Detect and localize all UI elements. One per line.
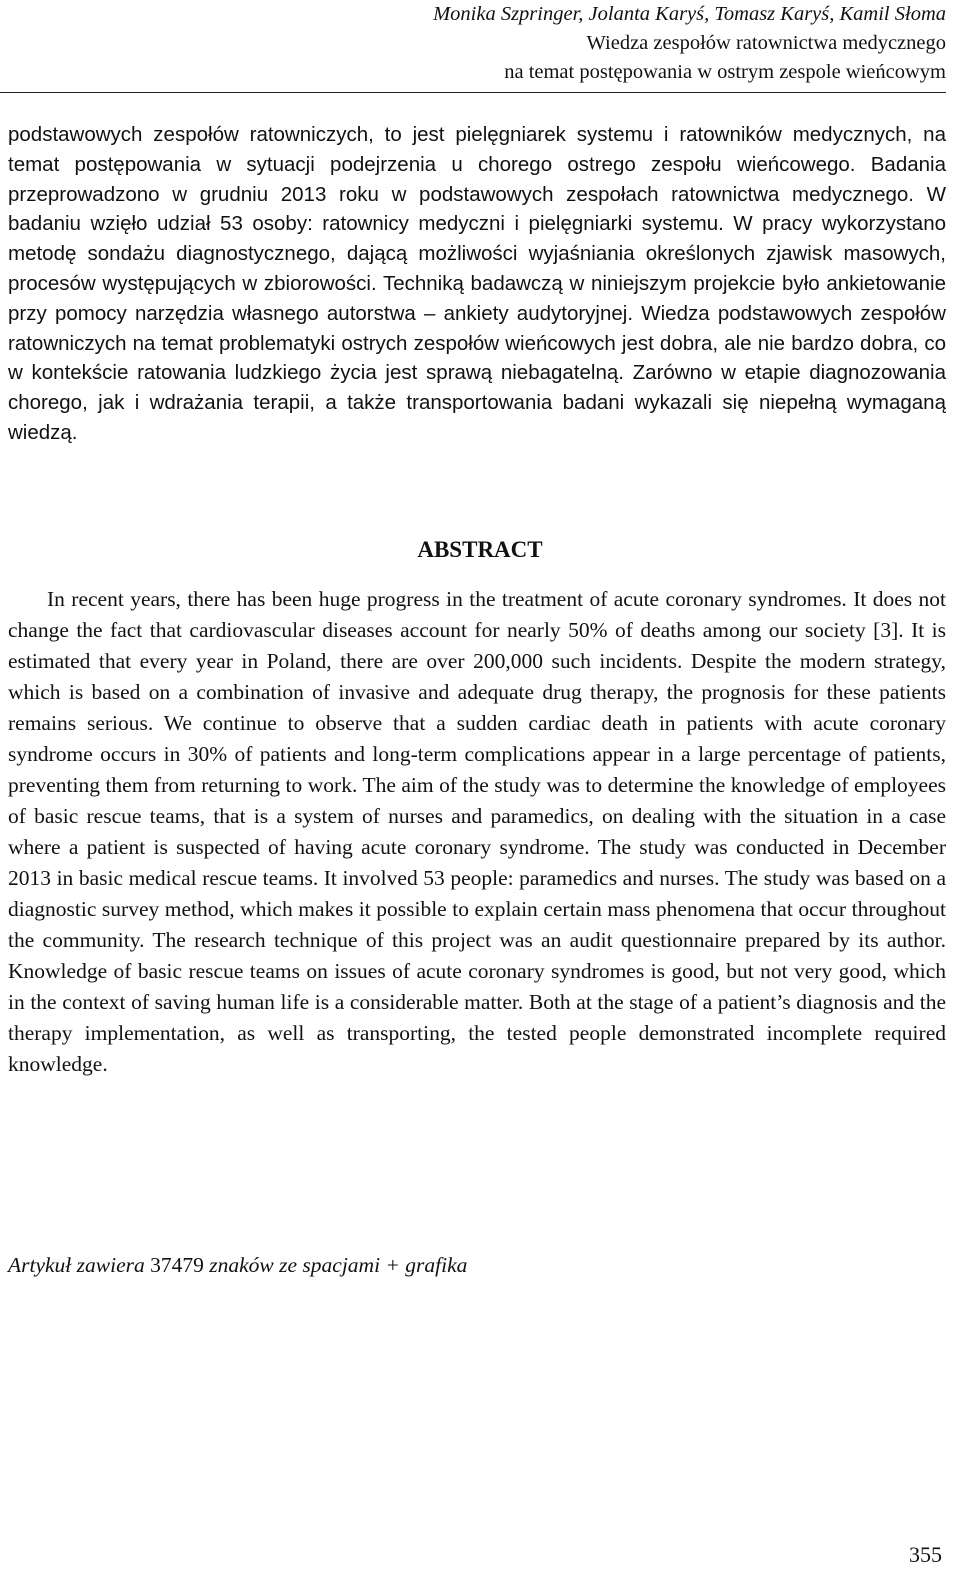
abstract-body [8, 584, 946, 1080]
abstract-heading: ABSTRACT [417, 537, 543, 562]
note-suffix: znaków ze spacjami + grafika [209, 1253, 468, 1277]
abstract-text: In recent years, there has been huge progress in the treatment of acute coronary syndromes. It does not change the fact that cardiovascular diseases account for nearly 50% of deaths among our society [3]. It is estimated that every year in Poland, there are over 200,000 such incidents. Despite the modern strategy, which is based on a combination of invasive and adequate drug therapy, the prognosis for these patients remains serious. We continue to observe that a sudden cardiac death in patients with acute coronary syndrome occurs in 30% of patients and long-term complications appear in a large percentage of patients, preventing them from returning to work. The aim of the study was to determine the knowledge of employees of basic rescue teams, that is a system of nurses and paramedics, on dealing with the situation in a case where a patient is suspected of having acute coronary syndrome. The study was conducted in December 2013 in basic medical rescue teams. It involved 53 people: paramedics and nurses. The study was based on a diagnostic survey method, which makes it possible to explain certain mass phenomena that occur throughout the community. The research technique of this project was an audit questionnaire prepared by its author. Knowledge of basic rescue teams on issues of acute coronary syndromes is good, but not very good, which in the context of saving human life is a considerable matter. Both at the stage of a patient’s diagnosis and the therapy implementation, as well as transporting, the tested people demonstrated incomplete required knowledge. [8, 587, 946, 1076]
article-length-note [8, 1250, 467, 1281]
page-number: 355 [909, 1542, 942, 1567]
header-title-line2: na temat postępowania w ostrym zespole wieńcowym [504, 61, 946, 83]
running-header [0, 0, 946, 87]
note-prefix: Artykuł zawiera [8, 1253, 145, 1277]
header-divider [0, 92, 946, 93]
note-count: 37479 [150, 1253, 204, 1277]
header-authors: Monika Szpringer, Jolanta Karyś, Tomasz Karyś, Kamil Słoma [433, 3, 946, 25]
header-title-line1: Wiedza zespołów ratownictwa medycznego [586, 32, 946, 54]
polish-summary-text: podstawowych zespołów ratowniczych, to jest pielęgniarek systemu i ratowników medycznych, na temat postępowania w sytuacji podejrzenia u chorego ostrego zespołu wieńcowego. Badania przeprowadzono w grudniu 2013 roku w podstawowych zespołach ratownictwa medycznego. W badaniu wzięło udział 53 osoby: ratownicy medyczni i pielęgniarki systemu. W pracy wykorzystano metodę sondażu diagnostycznego, dającą możliwości wyjaśniania określonych zjawisk masowych, procesów występujących w zbiorowości. Techniką badawczą w niniejszym projekcie było ankietowanie przy pomocy narzędzia własnego autorstwa – ankiety audytoryjnej. Wiedza podstawowych zespołów ratowniczych na temat problematyki ostrych zespołów wieńcowych jest dobra, ale nie bardzo dobra, co w kontekście ratowania ludzkiego życia jest sprawą niebagatelną. Zarówno w etapie diagnozowania chorego, jak i wdrażania terapii, a także transportowania badani wykazali się niepełną wymaganą wiedzą. [8, 123, 946, 444]
polish-summary [8, 120, 946, 448]
